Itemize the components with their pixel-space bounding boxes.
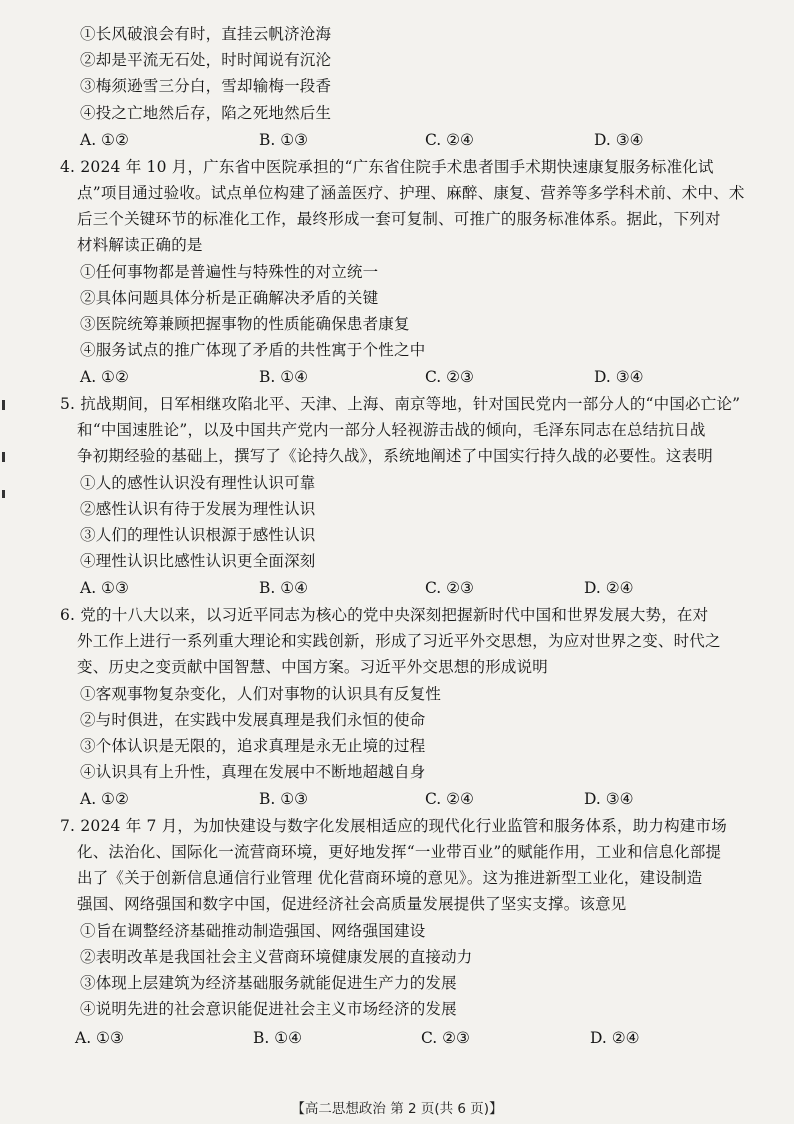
option-line: ③体现上层建筑为经济基础服务就能促进生产力的发展: [80, 974, 457, 992]
answer-choice: B. ①④: [253, 1029, 303, 1047]
option-line: ②表明改革是我国社会主义营商环境健康发展的直接动力: [80, 948, 473, 966]
option-line: ③医院统筹兼顾把握事物的性质能确保患者康复: [80, 315, 410, 333]
scan-mark: [2, 452, 5, 462]
answer-choice: D. ②④: [590, 1029, 640, 1047]
answer-choice: A. ①③: [75, 1029, 124, 1047]
question-5-stem: 5. 抗战期间，日军相继攻陷北平、天津、上海、南京等地，针对国民党内一部分人的“中国必亡论”: [60, 395, 741, 413]
answer-choice: C. ②③: [421, 1029, 470, 1047]
answer-choice: A. ①②: [80, 368, 129, 386]
scan-mark: [2, 400, 5, 410]
answer-choice: D. ③④: [594, 368, 644, 386]
option-line: ①人的感性认识没有理性认识可靠: [80, 474, 316, 492]
option-line: ④认识具有上升性，真理在发展中不断地超越自身: [80, 763, 426, 781]
answer-choice: D. ③④: [594, 131, 644, 149]
question-5-stem: 争初期经验的基础上，撰写了《论持久战》，系统地阐述了中国实行持久战的必要性。这表明: [77, 447, 713, 465]
answer-choice: D. ②④: [584, 579, 634, 597]
option-line: ④理性认识比感性认识更全面深刻: [80, 552, 316, 570]
question-6-stem: 外工作上进行一系列重大理论和实践创新，形成了习近平外交思想，为应对世界之变、时代之: [77, 632, 721, 650]
scan-mark: [2, 490, 5, 498]
question-4-stem: 点”项目通过验收。试点单位构建了涵盖医疗、护理、麻醉、康复、营养等多学科术前、术中、术: [77, 184, 745, 202]
option-line: ②与时俱进，在实践中发展真理是我们永恒的使命: [80, 711, 426, 729]
option-line: ②感性认识有待于发展为理性认识: [80, 500, 316, 518]
option-line: ①任何事物都是普遍性与特殊性的对立统一: [80, 263, 379, 281]
option-line: ①旨在调整经济基础推动制造强国、网络强国建设: [80, 922, 426, 940]
option-line: ①长风破浪会有时，直挂云帆济沧海: [80, 25, 332, 43]
option-line: ③梅须逊雪三分白，雪却输梅一段香: [80, 77, 332, 95]
answer-choice: D. ③④: [584, 790, 634, 808]
question-7-stem: 化、法治化、国际化一流营商环境，更好地发挥“一业带百业”的赋能作用，工业和信息化部提: [77, 843, 722, 861]
question-6-stem: 6. 党的十八大以来，以习近平同志为核心的党中央深刻把握新时代中国和世界发展大势，在对: [60, 606, 709, 624]
question-5-stem: 和“中国速胜论”，以及中国共产党内一部分人轻视游击战的倾向，毛泽东同志在总结抗日战: [77, 421, 706, 439]
page-footer: 【高二思想政治 第 2 页(共 6 页)】: [291, 1101, 503, 1117]
option-line: ②具体问题具体分析是正确解决矛盾的关键: [80, 289, 379, 307]
answer-choice: C. ②③: [425, 579, 474, 597]
answer-choice: B. ①③: [259, 790, 309, 808]
answer-choice: B. ①③: [259, 131, 309, 149]
option-line: ④投之亡地然后存，陷之死地然后生: [80, 104, 332, 122]
question-4-stem: 材料解读正确的是: [77, 236, 203, 254]
question-4-stem: 4. 2024 年 10 月，广东省中医院承担的“广东省住院手术患者围手术期快速康复服务标准化试: [60, 158, 714, 176]
question-7-stem: 强国、网络强国和数字中国，促进经济社会高质量发展提供了坚实支撑。该意见: [77, 895, 627, 913]
answer-choice: B. ①④: [259, 579, 309, 597]
question-7-stem: 出了《关于创新信息通信行业管理 优化营商环境的意见》。这为推进新型工业化，建设制造: [77, 869, 703, 887]
question-4-stem: 后三个关键环节的标准化工作，最终形成一套可复制、可推广的服务标准体系。据此，下列对: [77, 210, 721, 228]
answer-choice: A. ①②: [80, 790, 129, 808]
answer-choice: A. ①③: [80, 579, 129, 597]
question-6-stem: 变、历史之变贡献中国智慧、中国方案。习近平外交思想的形成说明: [77, 658, 549, 676]
question-7-stem: 7. 2024 年 7 月，为加快建设与数字化发展相适应的现代化行业监管和服务体系，助力构建市场: [60, 817, 727, 835]
option-line: ④说明先进的社会意识能促进社会主义市场经济的发展: [80, 1000, 457, 1018]
answer-choice: C. ②④: [425, 790, 474, 808]
option-line: ①客观事物复杂变化，人们对事物的认识具有反复性: [80, 685, 442, 703]
answer-choice: C. ②③: [425, 368, 474, 386]
option-line: ④服务试点的推广体现了矛盾的共性寓于个性之中: [80, 341, 426, 359]
answer-choice: B. ①④: [259, 368, 309, 386]
option-line: ③人们的理性认识根源于感性认识: [80, 526, 316, 544]
answer-choice: A. ①②: [80, 131, 129, 149]
option-line: ②却是平流无石处，时时闻说有沉沦: [80, 51, 332, 69]
option-line: ③个体认识是无限的，追求真理是永无止境的过程: [80, 737, 426, 755]
answer-choice: C. ②④: [425, 131, 474, 149]
